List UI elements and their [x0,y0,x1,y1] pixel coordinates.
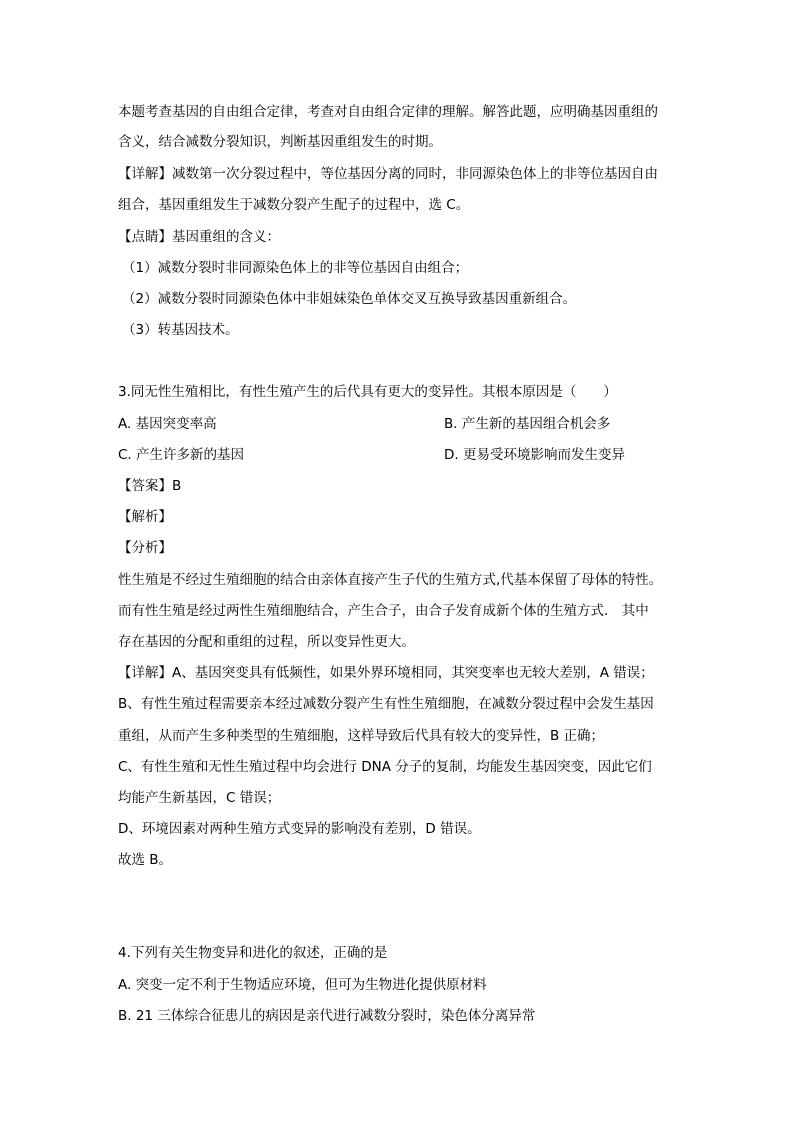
option-c: C. 产生许多新的基因 [118,447,245,463]
text-line: 存在基因的分配和重组的过程，所以变异性更大。 [118,634,415,650]
text-line: 【点睛】基因重组的含义： [118,229,280,245]
text-line: （3）转基因技术。 [122,322,239,338]
option-b: B. 产生新的基因组合机会多 [444,416,611,432]
text-line: 【详解】减数第一次分裂过程中，等位基因分离的同时，非同源染色体上的非等位基因自由 [118,166,658,182]
text-line: 而有性生殖是经过两性生殖细胞结合，产生合子，由合子发育成新个体的生殖方式． 其中 [118,603,649,619]
text-line: （1）减数分裂时非同源染色体上的非等位基因自由组合； [122,260,469,276]
text-line: D、环境因素对两种生殖方式变异的影响没有差别，D 错误。 [118,821,481,837]
text-line: 含义，结合减数分裂知识，判断基因重组发生的时期。 [118,134,442,150]
text-line: C、有性生殖和无性生殖过程中均会进行 DNA 分子的复制，均能发生基因突变，因此它们 [118,759,652,775]
question-stem: 3.同无性生殖相比，有性生殖产生的后代具有更大的变异性。其根本原因是（ ） [118,384,617,400]
analysis-label: 【解析】 [118,509,172,525]
option-d: D. 更易受环境影响而发生变异 [444,447,625,463]
text-line: 本题考查基因的自由组合定律，考查对自由组合定律的理解。解答此题，应明确基因重组的 [118,104,658,120]
text-line: B、有性生殖过程需要亲本经过减数分裂产生有性生殖细胞，在减数分裂过程中会发生基因 [118,696,654,712]
analysis-subheading: 【分析】 [118,540,172,556]
text-line: 组合，基因重组发生于减数分裂产生配子的过程中，选 C。 [118,197,470,213]
answer-label: 【答案】B [118,478,182,494]
text-line: 故选 B。 [118,852,173,868]
text-line: 【详解】A、基因突变具有低频性，如果外界环境相同，其突变率也无较大差别，A 错误； [118,665,654,681]
question-stem: 4.下列有关生物变异和进化的叙述，正确的是 [118,945,388,961]
text-line: 均能产生新基因，C 错误； [118,790,281,806]
text-line: 重组，从而产生多种类型的生殖细胞，这样导致后代具有较大的变异性，B 正确； [118,728,605,744]
text-line: 性生殖是不经过生殖细胞的结合由亲体直接产生子代的生殖方式,代基本保留了母体的特性。 [118,572,663,588]
option-a: A. 突变一定不利于生物适应环境，但可为生物进化提供原材料 [118,977,487,993]
option-a: A. 基因突变率高 [118,416,217,432]
option-b: B. 21 三体综合征患儿的病因是亲代进行减数分裂时，染色体分离异常 [118,1008,536,1024]
text-line: （2）减数分裂时同源染色体中非姐妹染色单体交叉互换导致基因重新组合。 [122,291,577,307]
